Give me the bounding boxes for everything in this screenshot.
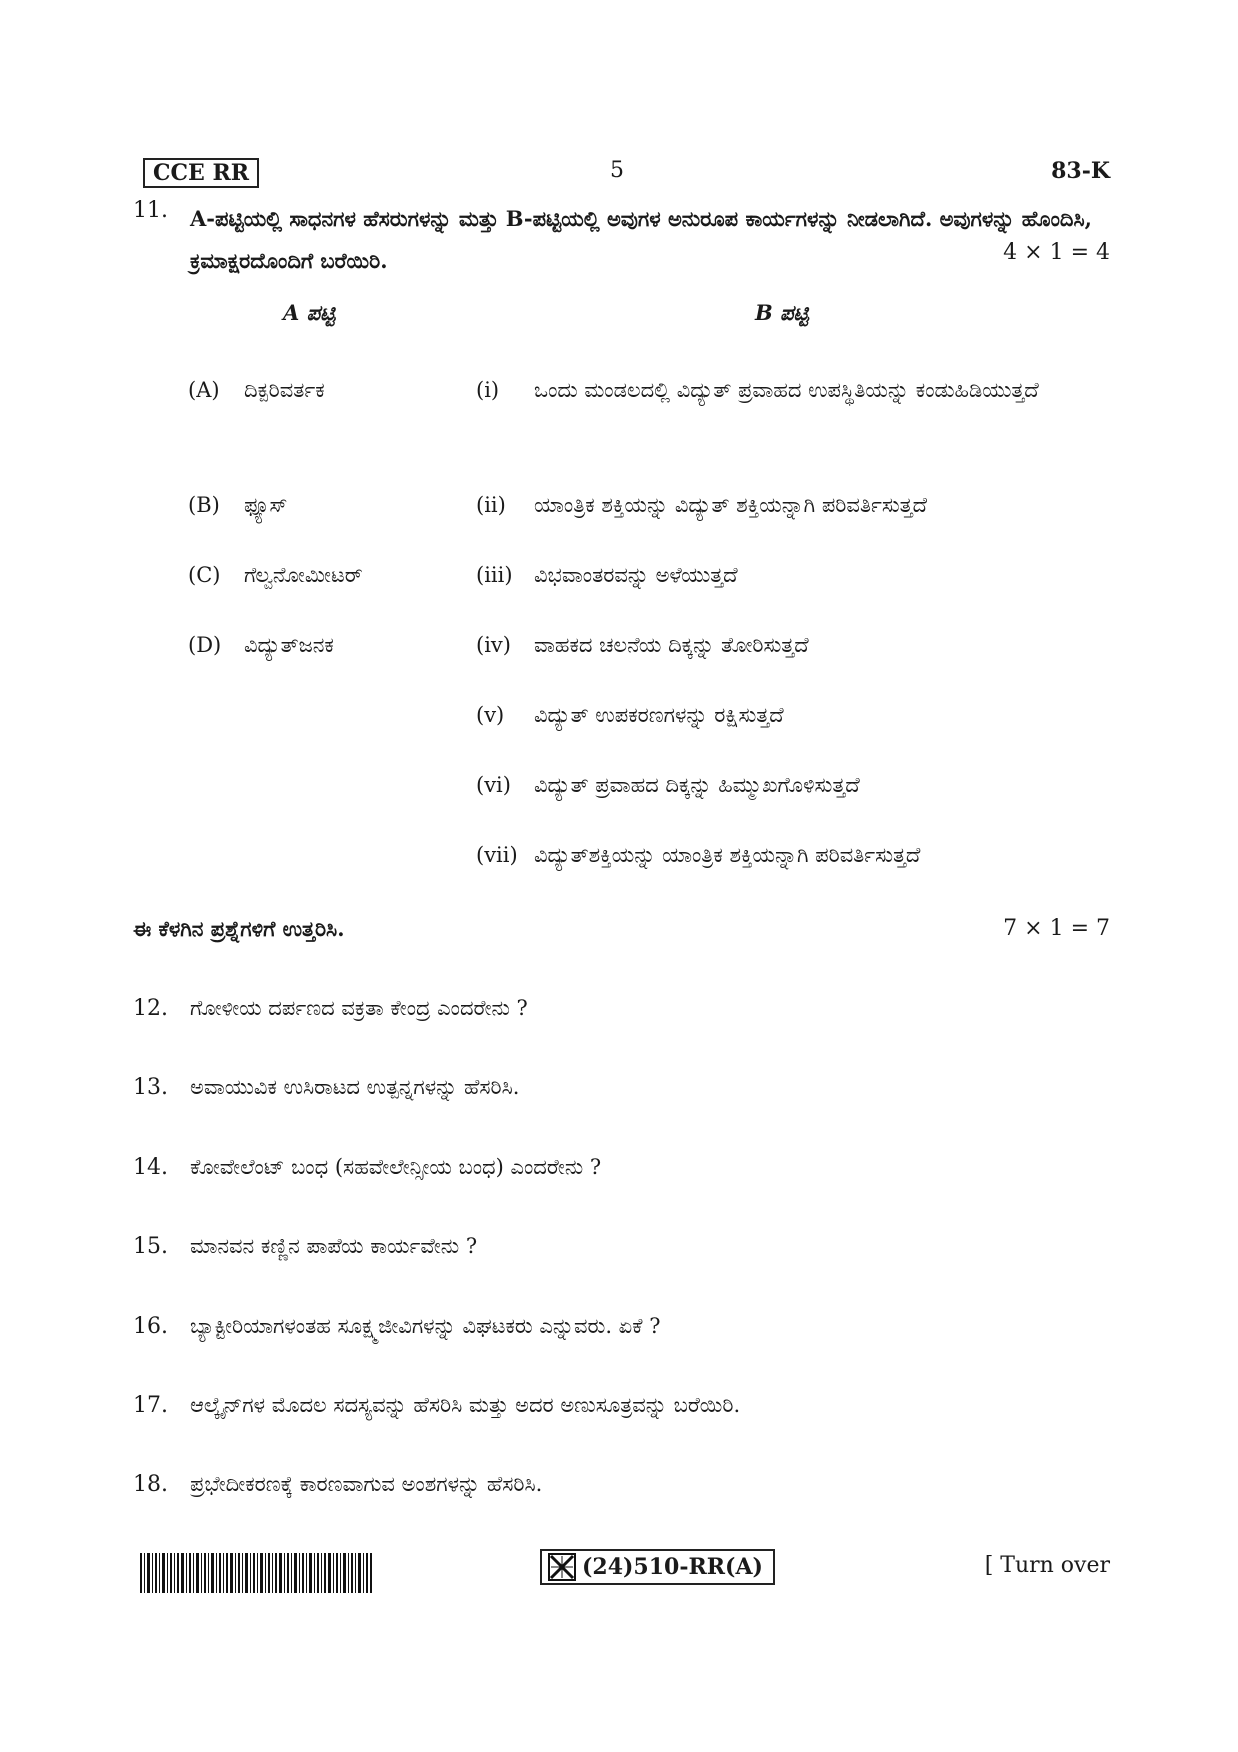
question-number: 11.: [133, 198, 168, 223]
item-text: ಯಾಂತ್ರಿಕ ಶಕ್ತಿಯನ್ನು ವಿದ್ಯುತ್ ಶಕ್ತಿಯನ್ನಾಗಿ ಪರಿವರ್ತಿಸುತ್ತದೆ: [534, 493, 928, 517]
section-heading: ಈ ಕೆಳಗಿನ ಪ್ರಶ್ನೆಗಳಿಗೆ ಉತ್ತರಿಸಿ.: [133, 916, 345, 941]
column-a-heading: A ಪಟ್ಟಿ: [283, 300, 336, 325]
item-label: (i): [476, 378, 500, 402]
question-number: 16.: [133, 1314, 168, 1339]
question-number: 18.: [133, 1472, 168, 1497]
item-label: (D): [188, 633, 222, 657]
item-label: (vii): [476, 843, 518, 867]
column-b-heading: B ಪಟ್ಟಿ: [755, 300, 809, 325]
crossed-box-icon: [548, 1553, 576, 1581]
paper-code: CCE RR: [143, 158, 259, 188]
question-text: ಗೋಳೀಯ ದರ್ಪಣದ ವಕ್ರತಾ ಕೇಂದ್ರ ಎಂದರೇನು ?: [190, 996, 528, 1020]
item-text: ಒಂದು ಮಂಡಲದಲ್ಲಿ ವಿದ್ಯುತ್ ಪ್ರವಾಹದ ಉಪಸ್ಥಿತಿಯನ್ನು ಕಂಡುಹಿಡಿಯುತ್ತದೆ: [534, 378, 1039, 402]
item-label: (vi): [476, 773, 511, 797]
question-text: A-ಪಟ್ಟಿಯಲ್ಲಿ ಸಾಧನಗಳ ಹೆಸರುಗಳನ್ನು ಮತ್ತು B-ಪಟ್ಟಿಯಲ್ಲಿ ಅವುಗಳ ಅನುರೂಪ ಕಾರ್ಯಗಳನ್ನು ನೀಡಲಾಗಿದೆ. ಅವುಗಳನ್ನು ಹೊಂದಿಸಿ, ಕ್ರಮಾಕ್ಷರದೊಂದಿಗೆ ಬರೆಯಿರಿ.: [190, 206, 1092, 273]
item-label: (ii): [476, 493, 506, 517]
question-text: ಮಾನವನ ಕಣ್ಣಿನ ಪಾಪೆಯ ಕಾರ್ಯವೇನು ?: [190, 1234, 478, 1258]
item-text: ವಿದ್ಯುತ್ ಉಪಕರಣಗಳನ್ನು ರಕ್ಷಿಸುತ್ತದೆ: [534, 703, 784, 727]
item-text: ಗೆಲ್ವನೋಮೀಟರ್: [244, 563, 363, 587]
item-label: (B): [188, 493, 220, 517]
subject-code: 83-K: [1051, 158, 1110, 184]
marks-q11: 4 × 1 = 4: [1003, 240, 1110, 265]
question-number: 12.: [133, 996, 168, 1021]
item-label: (iv): [476, 633, 511, 657]
item-text: ವಿಭವಾಂತರವನ್ನು ಅಳೆಯುತ್ತದೆ: [534, 563, 738, 587]
question-text: ಪ್ರಭೇದೀಕರಣಕ್ಕೆ ಕಾರಣವಾಗುವ ಅಂಶಗಳನ್ನು ಹೆಸರಿಸಿ.: [190, 1472, 543, 1496]
question-number: 17.: [133, 1393, 168, 1418]
question-text: ಕೋವೇಲೆಂಟ್ ಬಂಧ (ಸಹವೇಲೇನ್ಸೀಯ ಬಂಧ) ಎಂದರೇನು ?: [190, 1155, 602, 1179]
item-text: ದಿಕ್ಪರಿವರ್ತಕ: [244, 378, 325, 402]
question-text: ಅವಾಯುವಿಕ ಉಸಿರಾಟದ ಉತ್ಪನ್ನಗಳನ್ನು ಹೆಸರಿಸಿ.: [190, 1075, 520, 1099]
question-text: ಬ್ಯಾಕ್ಟೀರಿಯಾಗಳಂತಹ ಸೂಕ್ಷ್ಮಜೀವಿಗಳನ್ನು ವಿಘಟಕರು ಎನ್ನುವರು. ಏಕೆ ?: [190, 1314, 661, 1338]
question-text: ಆಲ್ಕೈನ್‌ಗಳ ಮೊದಲ ಸದಸ್ಯವನ್ನು ಹೆಸರಿಸಿ ಮತ್ತು ಅದರ ಅಣುಸೂತ್ರವನ್ನು ಬರೆಯಿರಿ.: [190, 1393, 741, 1417]
barcode-icon: [140, 1553, 372, 1593]
item-label: (A): [188, 378, 220, 402]
item-text: ವಿದ್ಯುತ್‌ಶಕ್ತಿಯನ್ನು ಯಾಂತ್ರಿಕ ಶಕ್ತಿಯನ್ನಾಗಿ ಪರಿವರ್ತಿಸುತ್ತದೆ: [534, 843, 921, 867]
question-number: 15.: [133, 1234, 168, 1259]
question-number: 13.: [133, 1075, 168, 1100]
item-label: (C): [188, 563, 221, 587]
item-text: ವಿದ್ಯುತ್‌ಜನಕ: [244, 633, 334, 657]
question-number: 14.: [133, 1155, 168, 1180]
marks-section: 7 × 1 = 7: [1003, 916, 1110, 941]
item-label: (iii): [476, 563, 513, 587]
item-text: ವಿದ್ಯುತ್ ಪ್ರವಾಹದ ದಿಕ್ಕನ್ನು ಹಿಮ್ಮುಖಗೊಳಿಸುತ್ತದೆ: [534, 773, 860, 797]
turn-over-text: [ Turn over: [984, 1553, 1110, 1578]
footer-code-box: [540, 1549, 775, 1585]
footer-code: (24)510-RR(A): [582, 1554, 763, 1580]
item-text: ಫ್ಯೂಸ್: [244, 493, 288, 517]
page-number: 5: [610, 158, 624, 183]
item-text: ವಾಹಕದ ಚಲನೆಯ ದಿಕ್ಕನ್ನು ತೋರಿಸುತ್ತದೆ: [534, 633, 809, 657]
item-label: (v): [476, 703, 505, 727]
